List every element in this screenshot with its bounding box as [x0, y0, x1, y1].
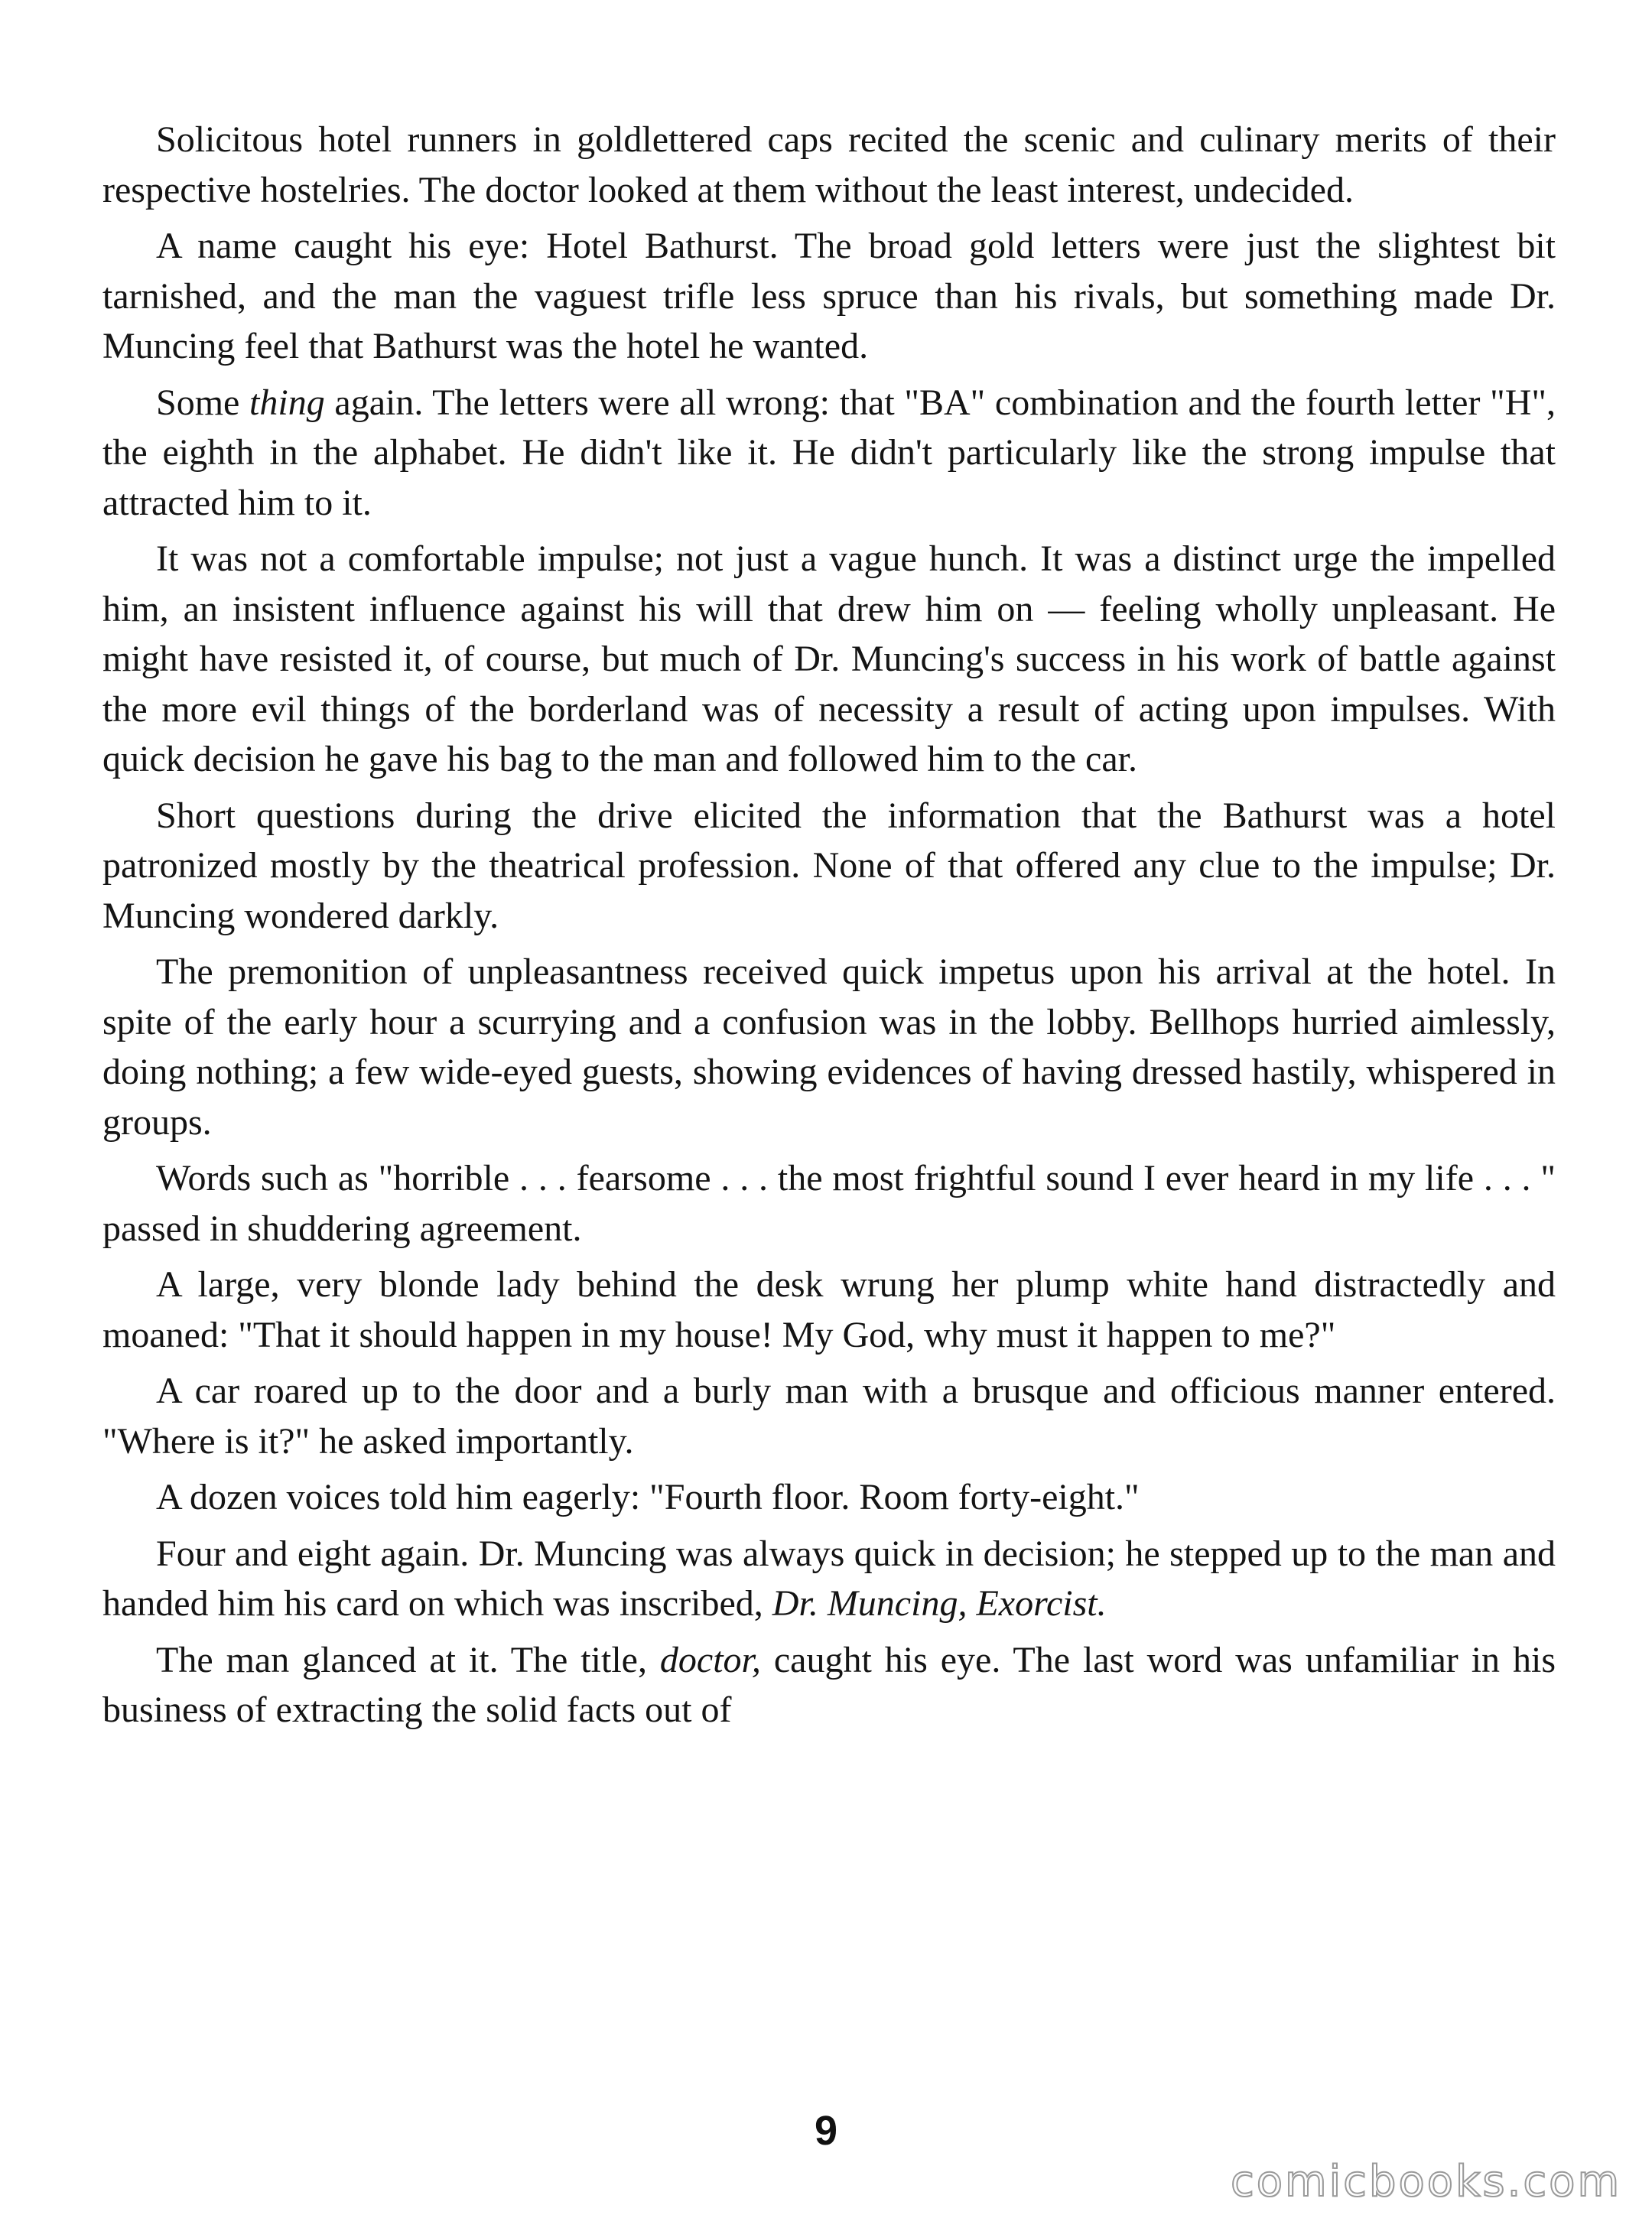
paragraph-text: Some — [156, 382, 250, 423]
italic-text: Dr. Muncing, Exorcist. — [772, 1583, 1107, 1624]
body-text — [102, 115, 1556, 1742]
paragraph-text: The man glanced at it. The title, — [156, 1639, 660, 1680]
paragraph-text: Words such as "horrible . . . fearsome . . . the most frightful sound I ever heard in my life . . . " passed in shuddering agreement. — [102, 1158, 1556, 1249]
paragraph-2 — [102, 221, 1556, 372]
paragraph-3 — [102, 378, 1556, 528]
paragraph-7 — [102, 1153, 1556, 1254]
watermark-logo: comicbooks.com — [1230, 2157, 1621, 2207]
paragraph-text: It was not a comfortable impulse; not just a vague hunch. It was a distinct urge the impelled him, an insistent influence against his will that drew him on — feeling wholly unpleasant. He might have resisted it, of course, but much of Dr. Muncing's success in his work of battle against the more evil things of the borderland was of necessity a result of acting upon impulses. With quick decision he gave his bag to the man and followed him to the car. — [102, 538, 1556, 779]
page-number: 9 — [814, 2108, 838, 2154]
paragraph-text: A car roared up to the door and a burly man with a brusque and officious manner entered. "Where is it?" he asked importantly. — [102, 1371, 1556, 1462]
paragraph-4 — [102, 534, 1556, 785]
paragraph-text: A dozen voices told him eagerly: "Fourth floor. Room forty-eight." — [156, 1477, 1140, 1517]
paragraph-text: again. The letters were all wrong: that "BA" combination and the fourth letter "H", the eighth in the alphabet. He didn't like it. He didn't particularly like the strong impulse that attracted him to it. — [102, 382, 1556, 523]
paragraph-text: Four and eight again. Dr. Muncing was always quick in decision; he stepped up to the man and handed him his card on which was inscribed, — [102, 1533, 1556, 1624]
paragraph-6 — [102, 947, 1556, 1147]
paragraph-text: Short questions during the drive elicited the information that the Bathurst was a hotel patronized mostly by the theatrical profession. None of that offered any clue to the impulse; Dr. Muncing wondered darkly. — [102, 795, 1556, 936]
paragraph-text: Solicitous hotel runners in goldlettered caps recited the scenic and culinary merits of their respective hostelries. The doctor looked at them without the least interest, undecided. — [102, 119, 1556, 210]
italic-text: thing — [249, 382, 325, 423]
paragraph-11 — [102, 1529, 1556, 1629]
paragraph-10 — [102, 1472, 1556, 1523]
italic-text: doctor, — [659, 1639, 761, 1680]
paragraph-text: caught his eye. The last word was unfamiliar in his business of extracting the solid facts out of — [102, 1639, 1556, 1730]
paragraph-5 — [102, 791, 1556, 942]
paragraph-1 — [102, 115, 1556, 215]
paragraph-12 — [102, 1635, 1556, 1735]
paragraph-8 — [102, 1260, 1556, 1360]
paragraph-text: A name caught his eye: Hotel Bathurst. The broad gold letters were just the slightest bit tarnished, and the man the vaguest trifle less spruce than his rivals, but something made Dr. Muncing feel that Bathurst was the hotel he wanted. — [102, 226, 1556, 366]
paragraph-text: The premonition of unpleasantness received quick impetus upon his arrival at the hotel. In spite of the early hour a scurrying and a confusion was in the lobby. Bellhops hurried aimlessly, doing nothing; a few wide-eyed guests, showing evidences of having dressed hastily, whispered in groups. — [102, 951, 1556, 1143]
paragraph-9 — [102, 1366, 1556, 1466]
paragraph-text: A large, very blonde lady behind the desk wrung her plump white hand distractedly and moaned: "That it should happen in my house! My God, why must it happen to me?" — [102, 1264, 1556, 1355]
